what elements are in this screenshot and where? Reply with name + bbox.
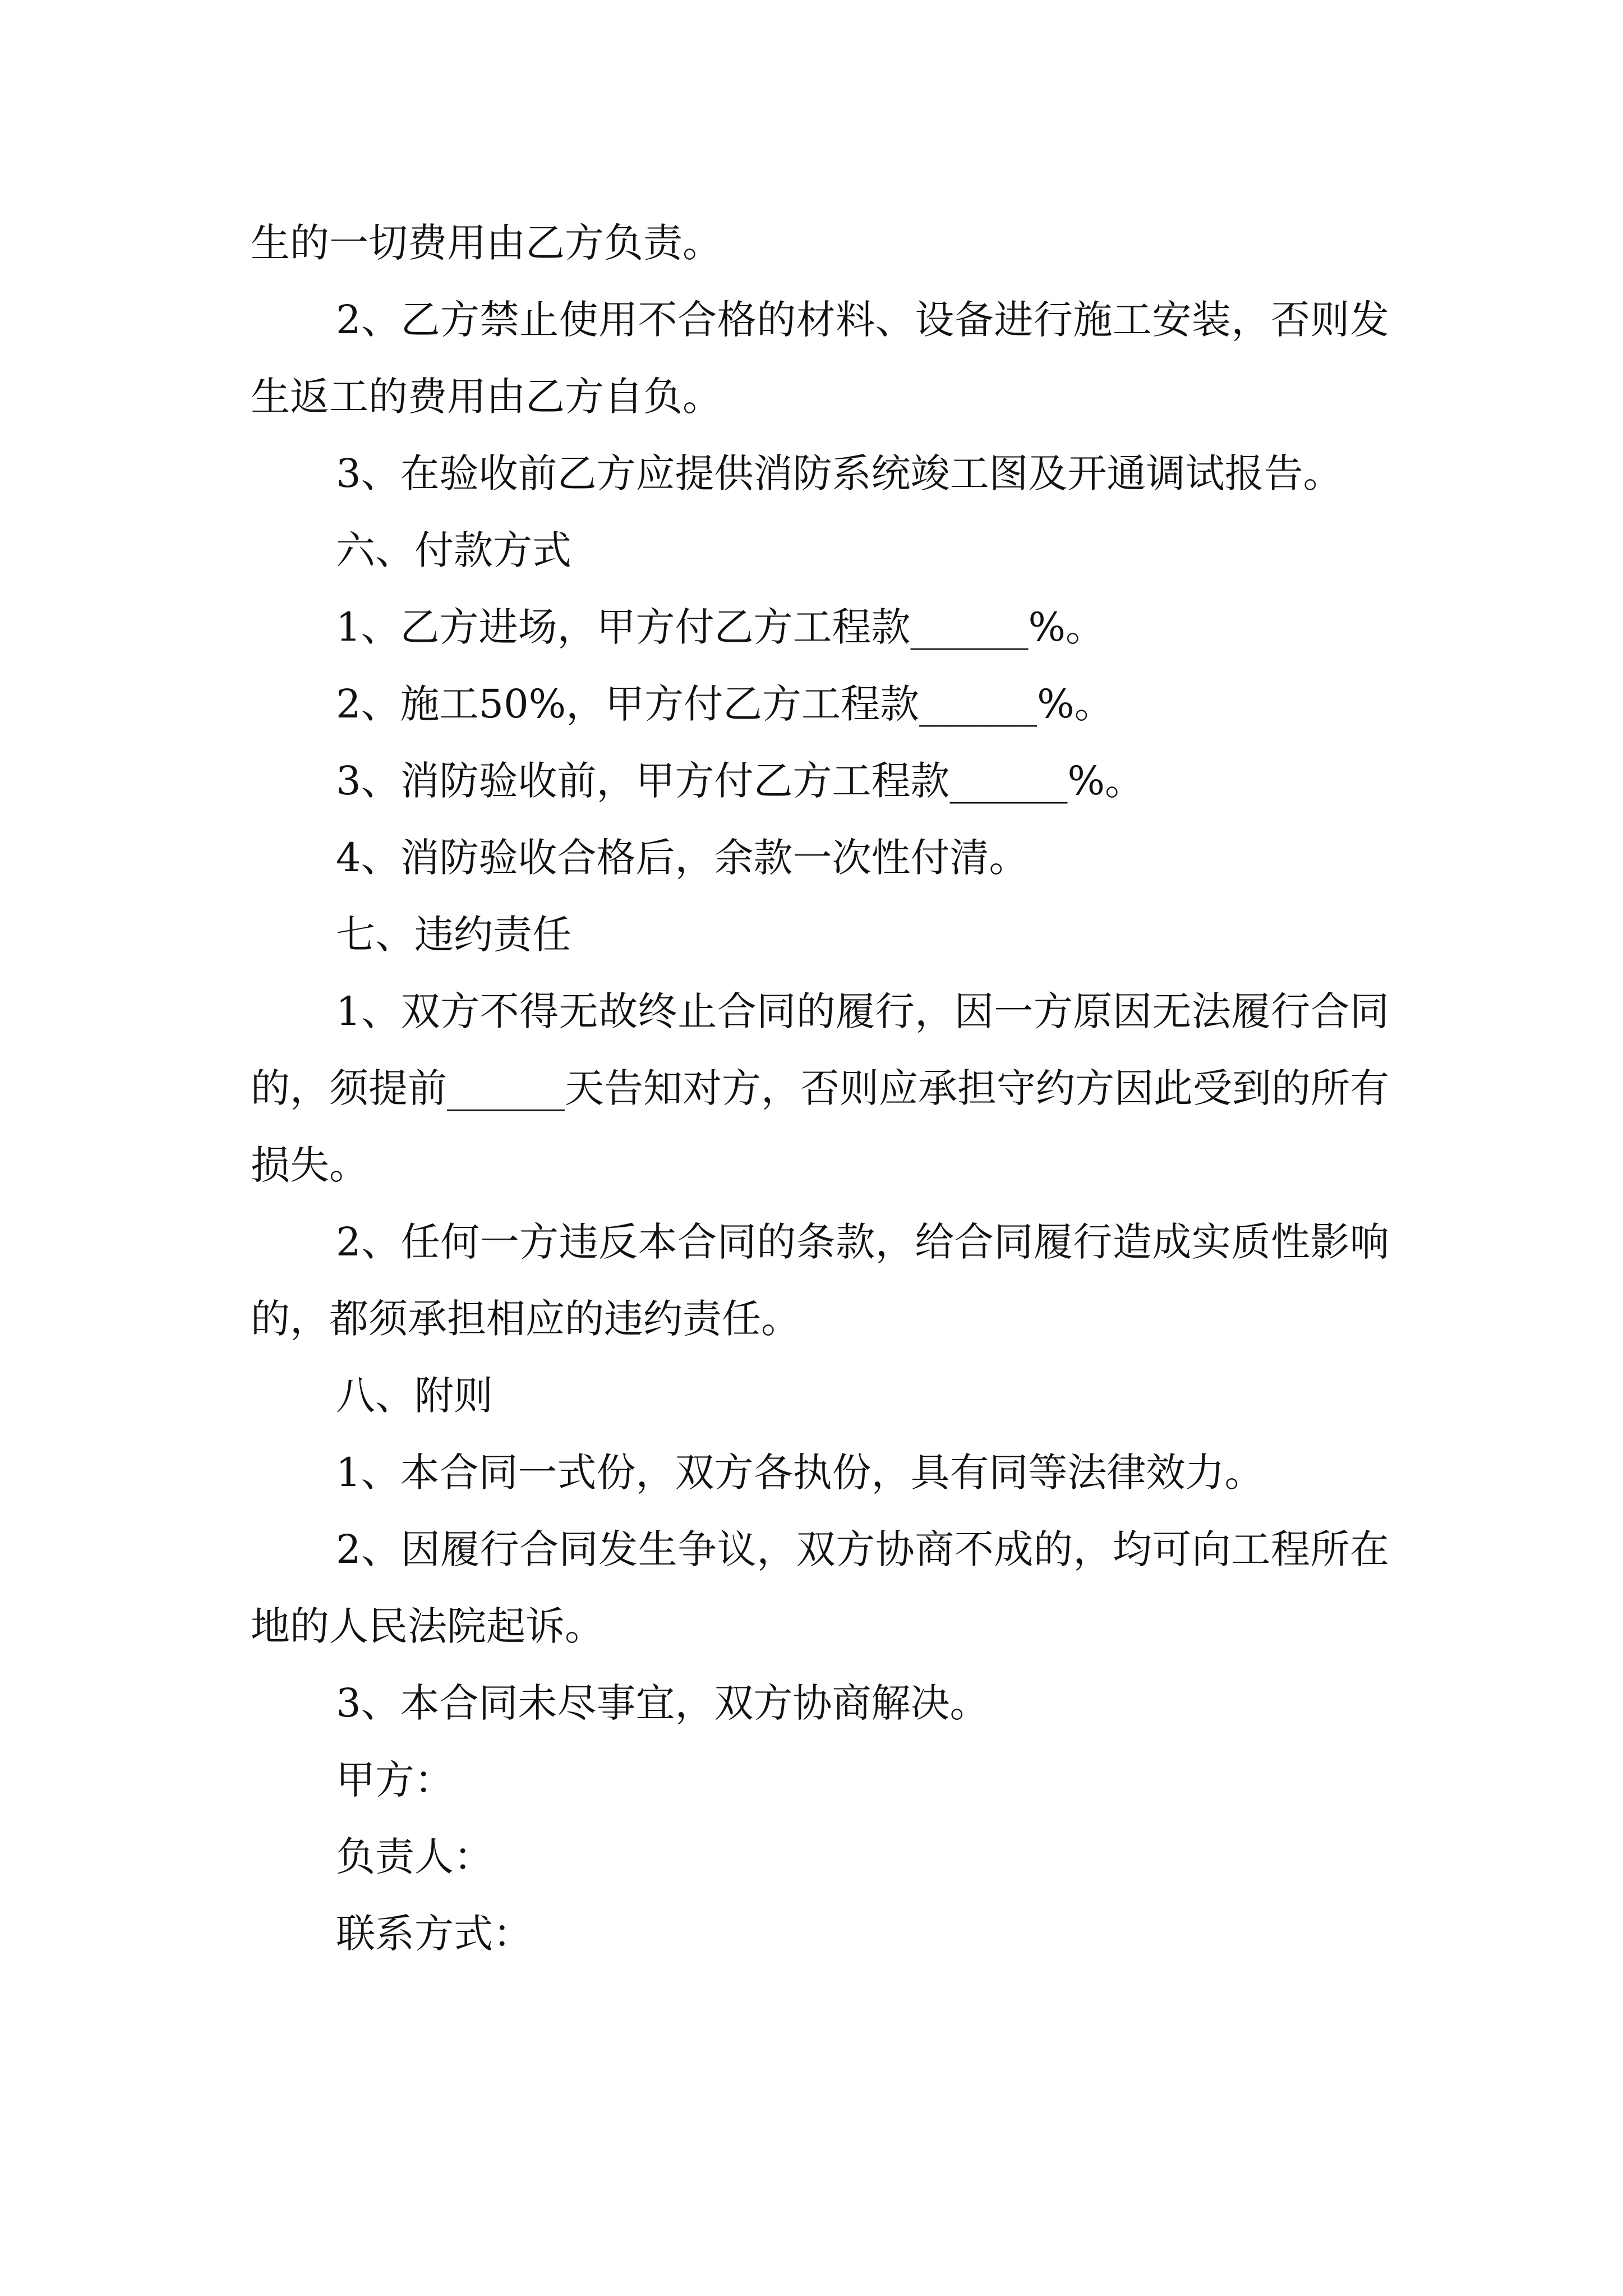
paragraph-payment-midway: 2、施工50%，甲方付乙方工程款______%。 bbox=[336, 681, 1114, 727]
section-heading-payment: 六、付款方式 bbox=[336, 527, 571, 573]
paragraph-payment-before-acceptance: 3、消防验收前，甲方付乙方工程款______%。 bbox=[336, 758, 1145, 804]
section-heading-liability: 七、违约责任 bbox=[336, 912, 571, 958]
section-heading-supplementary: 八、附则 bbox=[336, 1373, 493, 1419]
signature-contact: 联系方式： bbox=[336, 1911, 532, 1957]
paragraph-fee-responsibility: 生的一切费用由乙方负责。 bbox=[251, 220, 722, 266]
paragraph-breach-liability: 2、任何一方违反本合同的条款，给合同履行造成实质性影响的，都须承担相应的违约责任。 bbox=[251, 1219, 1389, 1342]
signature-person-in-charge: 负责人： bbox=[336, 1834, 493, 1880]
paragraph-dispute-resolution: 2、因履行合同发生争议，双方协商不成的，均可向工程所在地的人民法院起诉。 bbox=[251, 1526, 1389, 1649]
paragraph-payment-balance: 4、消防验收合格后，余款一次性付清。 bbox=[336, 835, 1029, 881]
paragraph-copies: 1、本合同一式份，双方各执份，具有同等法律效力。 bbox=[336, 1450, 1264, 1496]
paragraph-payment-entry: 1、乙方进场，甲方付乙方工程款______%。 bbox=[336, 604, 1105, 650]
paragraph-unresolved-matters: 3、本合同未尽事宜，双方协商解决。 bbox=[336, 1680, 989, 1726]
signature-party-a: 甲方： bbox=[336, 1757, 454, 1803]
document-body bbox=[251, 205, 1389, 1972]
paragraph-termination-notice: 1、双方不得无故终止合同的履行，因一方原因无法履行合同的，须提前______天告知对方，否则应承担守约方因此受到的所有损失。 bbox=[251, 988, 1389, 1188]
paragraph-material-prohibition: 2、乙方禁止使用不合格的材料、设备进行施工安装，否则发生返工的费用由乙方自负。 bbox=[251, 297, 1389, 420]
paragraph-as-built-drawings: 3、在验收前乙方应提供消防系统竣工图及开通调试报告。 bbox=[336, 450, 1343, 496]
